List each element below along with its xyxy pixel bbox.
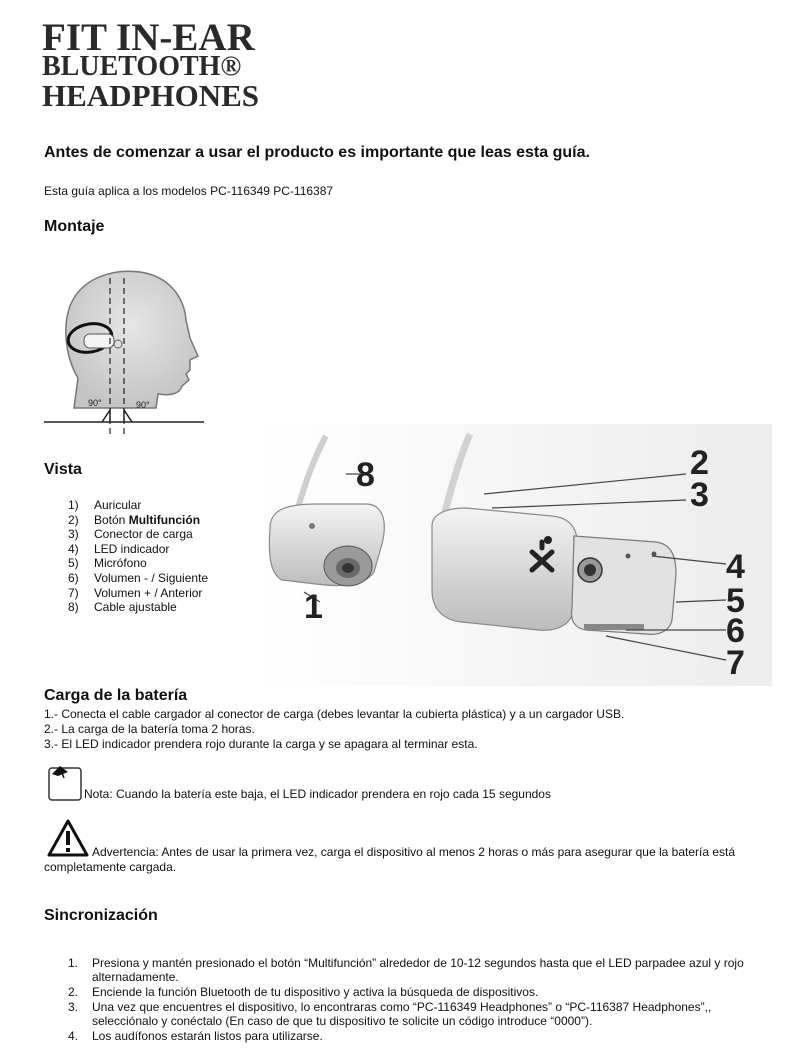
callout-7: 7 <box>726 644 745 682</box>
carga-step-2: 2.- La carga de la batería toma 2 horas. <box>44 722 255 736</box>
sync-steps-list <box>44 956 764 1044</box>
callout-3: 3 <box>690 476 709 514</box>
note-icon <box>46 762 84 802</box>
montaje-title: Montaje <box>44 218 105 235</box>
carga-title: Carga de la batería <box>44 687 188 704</box>
list-item: 5) Micrófono <box>68 556 147 571</box>
angle-left-label: 90° <box>88 398 102 408</box>
note-text: Nota: Cuando la batería este baja, el LED indicador prendera en rojo cada 15 segundos <box>84 787 551 801</box>
callout-6: 6 <box>726 612 745 650</box>
angle-right-label: 90° <box>136 400 150 410</box>
logo-line-1: FIT IN-EAR <box>42 16 255 59</box>
list-item: 6) Volumen - / Siguiente <box>68 570 209 585</box>
list-item: 2) Botón Multifunción <box>68 512 201 527</box>
list-item: 4. Los audífonos estarán listos para utilizarse. <box>68 1029 323 1043</box>
callout-8: 8 <box>356 456 375 494</box>
list-item: 3. Una vez que encuentres el dispositivo, lo encontraras como “PC-116349 Headphones” o “PC-116387 Headphones”,, selecciónalo y conéctalo (En caso de que tu dispositivo te solicite un código introduce “0000”). <box>68 1000 712 1028</box>
callout-2: 2 <box>690 444 709 482</box>
fitting-diagram <box>44 258 204 438</box>
logo-line-3: HEADPHONES <box>42 78 260 113</box>
carga-steps <box>44 707 784 752</box>
list-item: 1. Presiona y mantén presionado el botón “Multifunción” alrededor de 10-12 segundos hasta que el LED parpadee azul y rojo alternadamente. <box>68 956 744 984</box>
logo-line-2: BLUETOOTH® <box>42 51 242 82</box>
list-item: 8) Cable ajustable <box>68 600 177 615</box>
carga-step-1: 1.- Conecta el cable cargador al conector de carga (debes levantar la cubierta plástica) y a un cargador USB. <box>44 707 625 721</box>
callout-4: 4 <box>726 548 745 586</box>
product-photo <box>256 424 772 686</box>
list-item: 3) Conector de carga <box>68 527 193 542</box>
callout-5: 5 <box>726 582 745 620</box>
list-item: 1) Auricular <box>68 498 142 512</box>
list-item: 7) Volumen + / Anterior <box>68 585 203 600</box>
list-item: 4) LED indicador <box>68 541 170 556</box>
warning-text: Advertencia: Antes de usar la primera vez, carga el dispositivo al menos 2 horas o más para asegurar que la batería está completamente cargada. <box>44 845 736 874</box>
carga-step-3: 3.- El LED indicador prendera rojo durante la carga y se apagara al terminar esta. <box>44 737 478 751</box>
list-item: 2. Enciende la función Bluetooth de tu dispositivo y activa la búsqueda de dispositivos. <box>68 985 539 999</box>
intro-heading: Antes de comenzar a usar el producto es importante que leas esta guía. <box>44 144 590 161</box>
vista-title: Vista <box>44 461 82 478</box>
sincronizacion-title: Sincronización <box>44 907 158 924</box>
callout-1: 1 <box>304 588 323 626</box>
models-text: Esta guía aplica a los modelos PC-116349 PC-116387 <box>44 184 334 198</box>
vista-parts-list <box>48 498 208 615</box>
